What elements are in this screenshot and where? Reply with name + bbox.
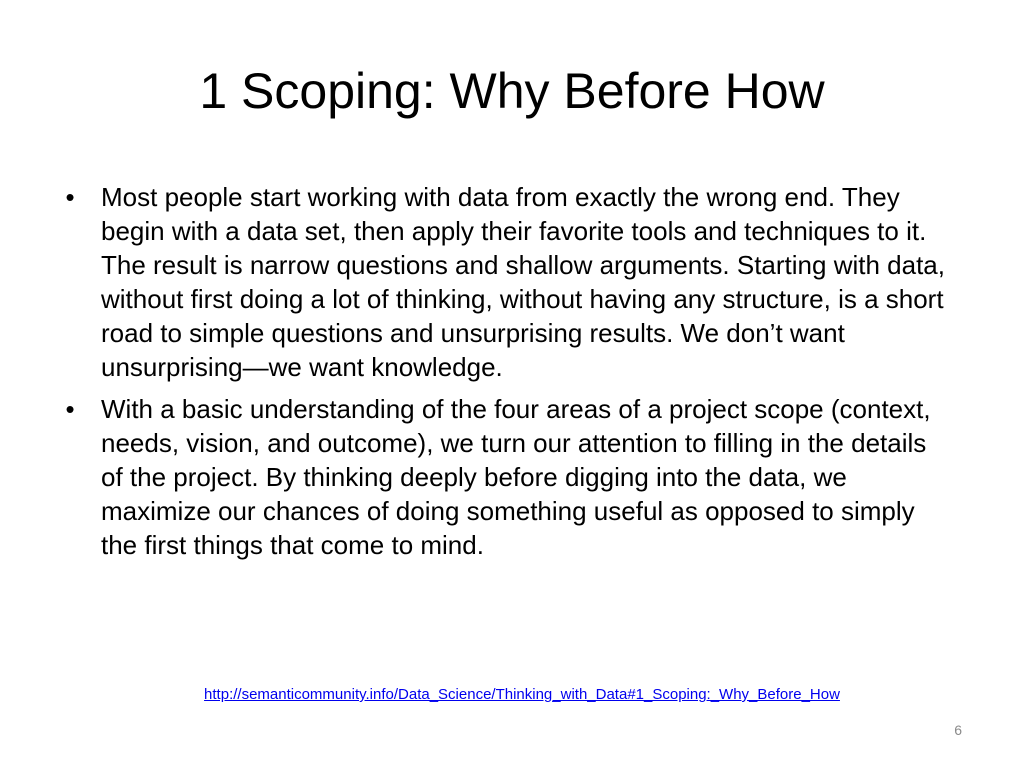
bullet-text: With a basic understanding of the four areas of a project scope (context, needs, vision, and outcome), we turn our attention to filling in the details of the project. By thinking deeply before digging into the data, we maximize our chances of doing something useful as opposed to simply the first things that come to mind. [101,394,931,560]
source-link[interactable]: http://semanticommunity.info/Data_Science/Thinking_with_Data#1_Scoping:_Why_Before_How [204,686,840,703]
bullet-marker: • [65,182,75,212]
bullet-item-2 [60,392,950,562]
bullet-marker: • [65,394,75,424]
bullet-item-1 [60,180,950,384]
slide-title: 1 Scoping: Why Before How [199,63,825,119]
bullet-text: Most people start working with data from exactly the wrong end. They begin with a data set, then apply their favorite tools and techniques to it. The result is narrow questions and shallow arguments. Starting with data, without first doing a lot of thinking, without having any structure, is a short road to simple questions and unsurprising results. We don’t want unsurprising—we want knowledge. [101,182,945,382]
bullet-list [60,180,950,570]
slide-number: 6 [954,722,962,738]
